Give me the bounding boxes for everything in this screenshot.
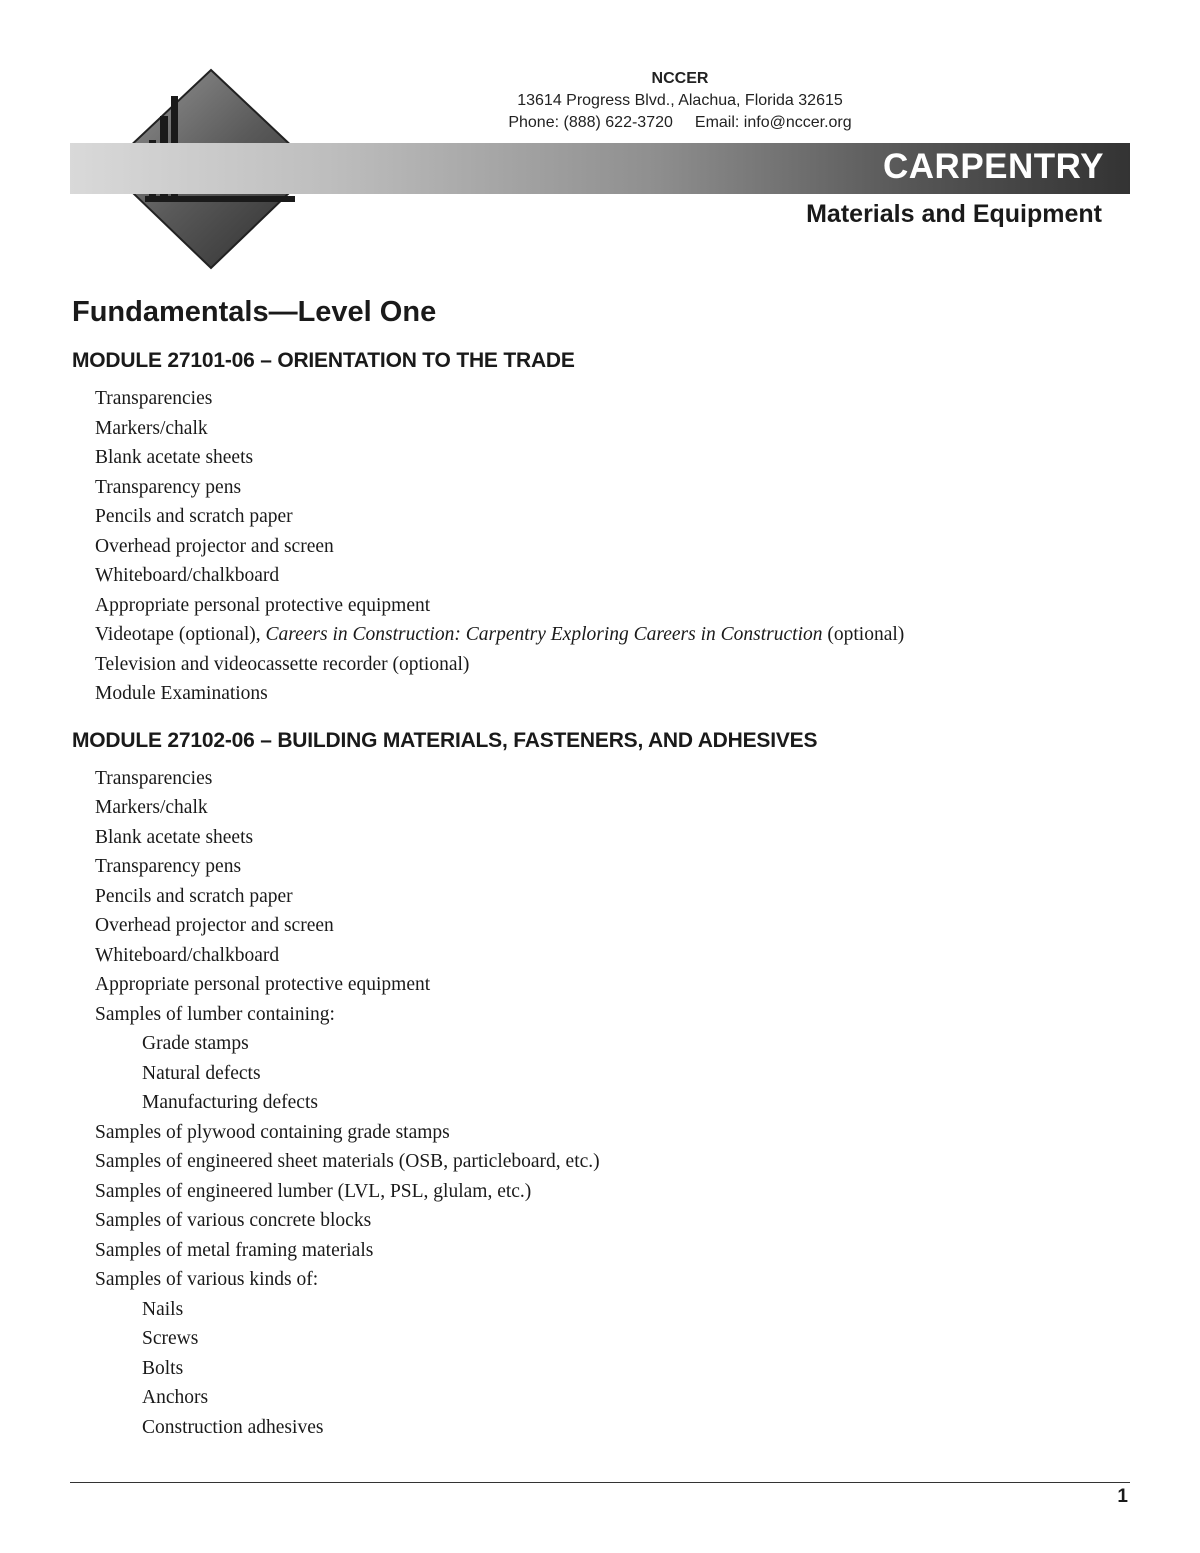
org-contact	[430, 68, 930, 134]
list-item	[72, 620, 1132, 650]
document-subtitle: Materials and Equipment	[806, 200, 1102, 228]
list-item: Whiteboard/chalkboard	[95, 944, 280, 966]
module-section	[72, 729, 1132, 1443]
sub-list-item: Nails	[142, 1298, 184, 1320]
list-item: Transparency pens	[95, 856, 242, 877]
list-item: Television and videocassette recorder (optional)	[95, 653, 470, 675]
list-item: Whiteboard/chalkboard	[95, 565, 280, 586]
item-text: (optional)	[822, 624, 905, 645]
module-section	[72, 349, 1132, 709]
item-text: Videotape (optional),	[95, 624, 266, 645]
banner-title: CARPENTRY	[883, 147, 1104, 186]
list-item: Samples of plywood containing grade stamps	[95, 1121, 450, 1143]
list-item: Transparency pens	[95, 476, 242, 498]
list-item: Markers/chalk	[95, 797, 208, 818]
materials-list	[72, 764, 1132, 1443]
list-item: Samples of various concrete blocks	[95, 1210, 372, 1231]
document-body	[72, 296, 1132, 1462]
org-contact-line	[430, 112, 930, 134]
list-item: Module Examinations	[95, 683, 268, 704]
list-item: Pencils and scratch paper	[95, 885, 293, 907]
list-item: Samples of various kinds of:	[95, 1269, 319, 1290]
module-title: MODULE 27101-06 – ORIENTATION TO THE TRADE	[72, 349, 575, 372]
sub-list-item: Natural defects	[142, 1062, 261, 1084]
title-banner	[70, 143, 1130, 194]
sub-list-item: Grade stamps	[142, 1033, 249, 1054]
list-item: Samples of metal framing materials	[95, 1239, 374, 1261]
sub-list-item: Construction adhesives	[142, 1416, 324, 1438]
list-item: Appropriate personal protective equipment	[95, 594, 431, 616]
list-item: Blank acetate sheets	[95, 826, 254, 848]
list-item: Transparencies	[95, 767, 213, 789]
list-item: Overhead projector and screen	[95, 535, 334, 557]
level-title: Fundamentals—Level One	[72, 296, 437, 328]
list-item: Blank acetate sheets	[95, 447, 254, 468]
list-item: Transparencies	[95, 388, 213, 409]
sub-list-item: Anchors	[142, 1387, 209, 1408]
materials-list	[72, 384, 1132, 709]
list-item: Pencils and scratch paper	[95, 506, 293, 527]
page-number: 1	[1117, 1486, 1128, 1507]
list-item: Markers/chalk	[95, 417, 208, 439]
org-phone: Phone: (888) 622-3720	[508, 114, 673, 131]
org-name: NCCER	[651, 70, 709, 87]
list-item: Samples of engineered lumber (LVL, PSL, glulam, etc.)	[95, 1180, 532, 1202]
org-address: 13614 Progress Blvd., Alachua, Florida 32615	[517, 92, 843, 109]
sub-list-item: Bolts	[142, 1357, 184, 1379]
sub-list-item: Screws	[142, 1328, 199, 1349]
item-title-italic: Careers in Construction: Carpentry Exploring Careers in Construction	[265, 624, 823, 645]
module-title: MODULE 27102-06 – BUILDING MATERIALS, FASTENERS, AND ADHESIVES	[72, 728, 818, 752]
list-item: Samples of lumber containing:	[95, 1003, 335, 1025]
modules-container	[72, 349, 1132, 1442]
sub-list-item: Manufacturing defects	[142, 1092, 318, 1113]
org-email: Email: info@nccer.org	[694, 114, 852, 131]
footer-rule	[70, 1482, 1130, 1483]
list-item: Samples of engineered sheet materials (OSB, particleboard, etc.)	[95, 1151, 600, 1172]
list-item: Appropriate personal protective equipment	[95, 974, 431, 995]
list-item: Overhead projector and screen	[95, 915, 334, 936]
